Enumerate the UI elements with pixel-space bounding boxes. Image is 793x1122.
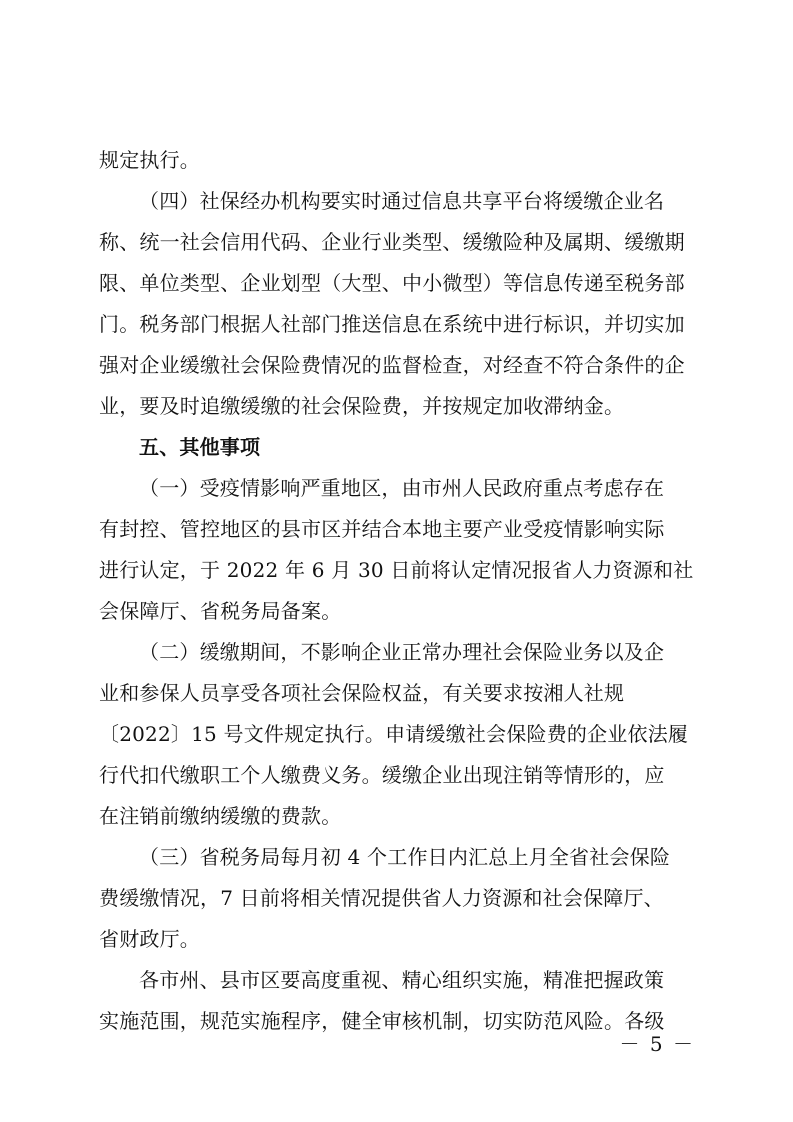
text-line: 各市州、县市区要高度重视、精心组织实施，精准把握政策	[139, 968, 665, 992]
text-line: 强对企业缓缴社会保险费情况的监督检查，对经查不符合条件的企	[99, 353, 685, 377]
text-line: 会保障厅、省税务局备案。	[99, 599, 342, 623]
text-line: 有封控、管控地区的县市区并结合本地主要产业受疫情影响实际	[99, 517, 665, 541]
page-number: － 5 －	[619, 1032, 695, 1056]
text-line: 业和参保人员享受各项社会保险权益，有关要求按湘人社规	[99, 681, 625, 705]
text-line: 门。税务部门根据人社部门推送信息在系统中进行标识，并切实加	[99, 312, 685, 336]
text-line: （二）缓缴期间，不影响企业正常办理社会保险业务以及企	[139, 640, 665, 664]
text-line: 规定执行。	[99, 148, 200, 172]
text-line: （一）受疫情影响严重地区，由市州人民政府重点考虑存在	[139, 476, 665, 500]
text-line: 实施范围，规范实施程序，健全审核机制，切实防范风险。各级	[99, 1009, 665, 1033]
text-line: 在注销前缴纳缓缴的费款。	[99, 804, 342, 828]
text-line: 省财政厅。	[99, 927, 200, 951]
text-line: 进行认定，于 2022 年 6 月 30 日前将认定情况报省人力资源和社	[99, 558, 694, 582]
section-heading: 五、其他事项	[139, 435, 261, 459]
text-line: 〔2022〕15 号文件规定执行。申请缓缴社会保险费的企业依法履	[99, 722, 689, 746]
text-line: 称、统一社会信用代码、企业行业类型、缓缴险种及属期、缓缴期	[99, 230, 685, 254]
text-line: 费缓缴情况，7 日前将相关情况提供省人力资源和社会保障厅、	[99, 886, 664, 910]
text-line: 限、单位类型、企业划型（大型、中小微型）等信息传递至税务部	[99, 271, 685, 295]
document-body	[99, 140, 696, 1042]
text-line: （四）社保经办机构要实时通过信息共享平台将缓缴企业名	[139, 189, 665, 213]
text-line: 业，要及时追缴缓缴的社会保险费，并按规定加收滞纳金。	[99, 394, 625, 418]
text-line: 行代扣代缴职工个人缴费义务。缓缴企业出现注销等情形的，应	[99, 763, 665, 787]
text-line: （三）省税务局每月初 4 个工作日内汇总上月全省社会保险	[139, 845, 671, 869]
